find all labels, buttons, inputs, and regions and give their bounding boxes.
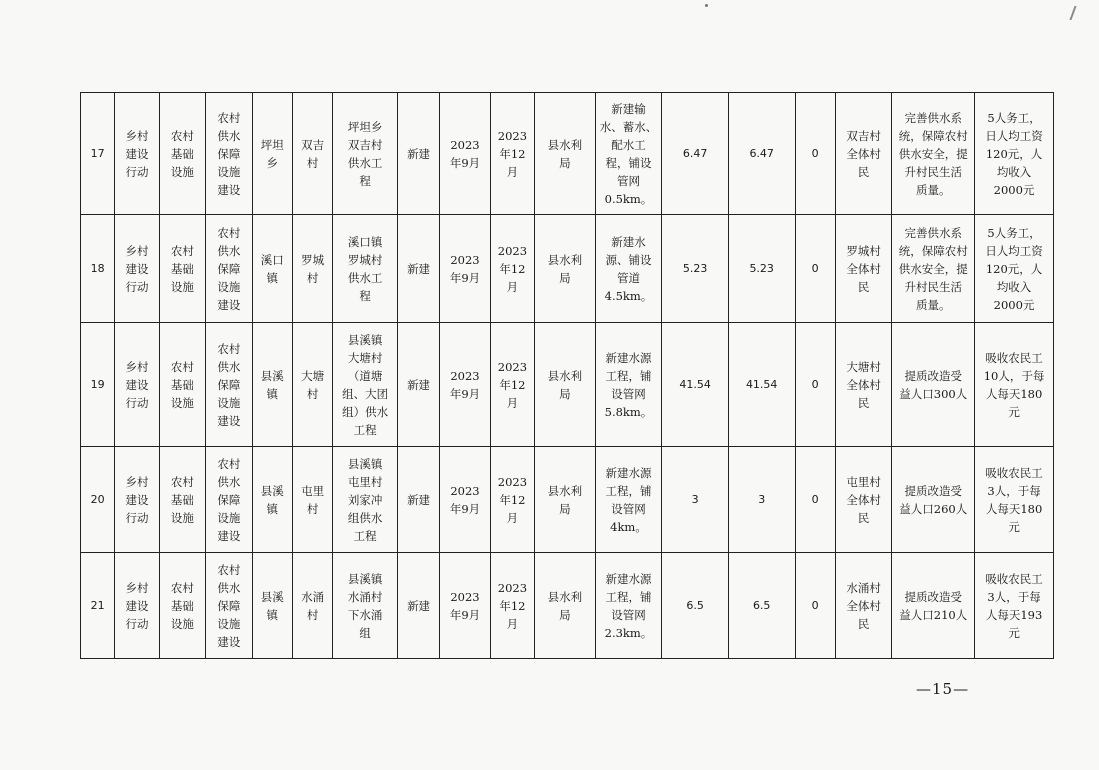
cell-town: 县溪 镇 [252, 553, 292, 659]
cell-town: 县溪 镇 [252, 323, 292, 447]
table-row [81, 215, 1054, 323]
cell-nature: 新建 [397, 447, 439, 553]
cell-benefit: 提质改造受 益人口210人 [892, 553, 975, 659]
cell-village: 水涌 村 [292, 553, 332, 659]
cell-benefit: 完善供水系 统，保障农村 供水安全，提 升村民生活 质量。 [892, 93, 975, 215]
cell-content: 新建水 源、铺设 管道 4.5km。 [595, 215, 662, 323]
cell-beneficiary: 屯里村 全体村 民 [835, 447, 892, 553]
cell-no: 18 [81, 215, 115, 323]
cell-project-type: 农村 供水 保障 设施 建设 [206, 447, 252, 553]
cell-content: 新建输 水、蓄水、 配水工 程，铺设 管网 0.5km。 [595, 93, 662, 215]
cell-income: 吸收农民工 10人，于每 人每天180 元 [975, 323, 1054, 447]
cell-project-type: 农村 供水 保障 设施 建设 [206, 93, 252, 215]
table-row [81, 93, 1054, 215]
cell-subcategory: 农村 基础 设施 [159, 215, 205, 323]
cell-end: 2023 年12 月 [490, 323, 534, 447]
cell-other: 0 [795, 323, 835, 447]
cell-no: 19 [81, 323, 115, 447]
cell-project-name: 县溪镇 大塘村 （道塘 组、大团 组）供水 工程 [333, 323, 398, 447]
cell-project-name: 县溪镇 屯里村 刘家冲 组供水 工程 [333, 447, 398, 553]
cell-content: 新建水源 工程，铺 设管网 5.8km。 [595, 323, 662, 447]
cell-no: 17 [81, 93, 115, 215]
cell-village: 屯里 村 [292, 447, 332, 553]
project-table [80, 92, 1054, 659]
cell-subcategory: 农村 基础 设施 [159, 323, 205, 447]
cell-beneficiary: 大塘村 全体村 民 [835, 323, 892, 447]
cell-funds: 5.23 [728, 215, 795, 323]
cell-end: 2023 年12 月 [490, 93, 534, 215]
cell-other: 0 [795, 553, 835, 659]
cell-income: 5人务工， 日人均工资 120元，人 均收入 2000元 [975, 215, 1054, 323]
cell-category: 乡村 建设 行动 [115, 323, 159, 447]
cell-end: 2023 年12 月 [490, 215, 534, 323]
cell-other: 0 [795, 447, 835, 553]
cell-dept: 县水利 局 [535, 93, 596, 215]
page-number: —15— [916, 680, 970, 698]
cell-dept: 县水利 局 [535, 553, 596, 659]
cell-town: 县溪 镇 [252, 447, 292, 553]
cell-funds: 6.5 [728, 553, 795, 659]
cell-village: 罗城 村 [292, 215, 332, 323]
cell-village: 双吉 村 [292, 93, 332, 215]
cell-funds: 41.54 [728, 323, 795, 447]
cell-end: 2023 年12 月 [490, 553, 534, 659]
cell-benefit: 提质改造受 益人口260人 [892, 447, 975, 553]
cell-start: 2023 年9月 [440, 93, 490, 215]
cell-nature: 新建 [397, 323, 439, 447]
cell-start: 2023 年9月 [440, 447, 490, 553]
cell-village: 大塘 村 [292, 323, 332, 447]
cell-total: 41.54 [662, 323, 729, 447]
cell-project-name: 县溪镇 水涌村 下水涌 组 [333, 553, 398, 659]
cell-project-name: 坪坦乡 双吉村 供水工 程 [333, 93, 398, 215]
cell-beneficiary: 水涌村 全体村 民 [835, 553, 892, 659]
cell-project-type: 农村 供水 保障 设施 建设 [206, 323, 252, 447]
cell-nature: 新建 [397, 553, 439, 659]
cell-category: 乡村 建设 行动 [115, 215, 159, 323]
cell-dept: 县水利 局 [535, 447, 596, 553]
cell-no: 21 [81, 553, 115, 659]
cell-income: 吸收农民工 3人，于每 人每天180 元 [975, 447, 1054, 553]
cell-category: 乡村 建设 行动 [115, 447, 159, 553]
cell-income: 5人务工， 日人均工资 120元，人 均收入 2000元 [975, 93, 1054, 215]
cell-start: 2023 年9月 [440, 215, 490, 323]
cell-start: 2023 年9月 [440, 553, 490, 659]
cell-project-name: 溪口镇 罗城村 供水工 程 [333, 215, 398, 323]
cell-total: 6.5 [662, 553, 729, 659]
cell-subcategory: 农村 基础 设施 [159, 93, 205, 215]
cell-other: 0 [795, 93, 835, 215]
cell-beneficiary: 双吉村 全体村 民 [835, 93, 892, 215]
cell-income: 吸收农民工 3人，于每 人每天193 元 [975, 553, 1054, 659]
cell-end: 2023 年12 月 [490, 447, 534, 553]
scan-artifact [1069, 6, 1086, 20]
cell-content: 新建水源 工程，铺 设管网 2.3km。 [595, 553, 662, 659]
scan-artifact-dot [705, 4, 708, 7]
table-row [81, 447, 1054, 553]
cell-subcategory: 农村 基础 设施 [159, 553, 205, 659]
cell-benefit: 提质改造受 益人口300人 [892, 323, 975, 447]
cell-content: 新建水源 工程，铺 设管网 4km。 [595, 447, 662, 553]
cell-town: 坪坦 乡 [252, 93, 292, 215]
cell-nature: 新建 [397, 215, 439, 323]
cell-total: 5.23 [662, 215, 729, 323]
cell-dept: 县水利 局 [535, 323, 596, 447]
cell-funds: 6.47 [728, 93, 795, 215]
cell-other: 0 [795, 215, 835, 323]
cell-start: 2023 年9月 [440, 323, 490, 447]
table-row [81, 323, 1054, 447]
cell-subcategory: 农村 基础 设施 [159, 447, 205, 553]
table-row [81, 553, 1054, 659]
cell-no: 20 [81, 447, 115, 553]
cell-beneficiary: 罗城村 全体村 民 [835, 215, 892, 323]
cell-benefit: 完善供水系 统，保障农村 供水安全，提 升村民生活 质量。 [892, 215, 975, 323]
cell-category: 乡村 建设 行动 [115, 553, 159, 659]
cell-category: 乡村 建设 行动 [115, 93, 159, 215]
cell-total: 6.47 [662, 93, 729, 215]
cell-project-type: 农村 供水 保障 设施 建设 [206, 215, 252, 323]
cell-town: 溪口 镇 [252, 215, 292, 323]
cell-dept: 县水利 局 [535, 215, 596, 323]
cell-total: 3 [662, 447, 729, 553]
cell-funds: 3 [728, 447, 795, 553]
cell-project-type: 农村 供水 保障 设施 建设 [206, 553, 252, 659]
cell-nature: 新建 [397, 93, 439, 215]
